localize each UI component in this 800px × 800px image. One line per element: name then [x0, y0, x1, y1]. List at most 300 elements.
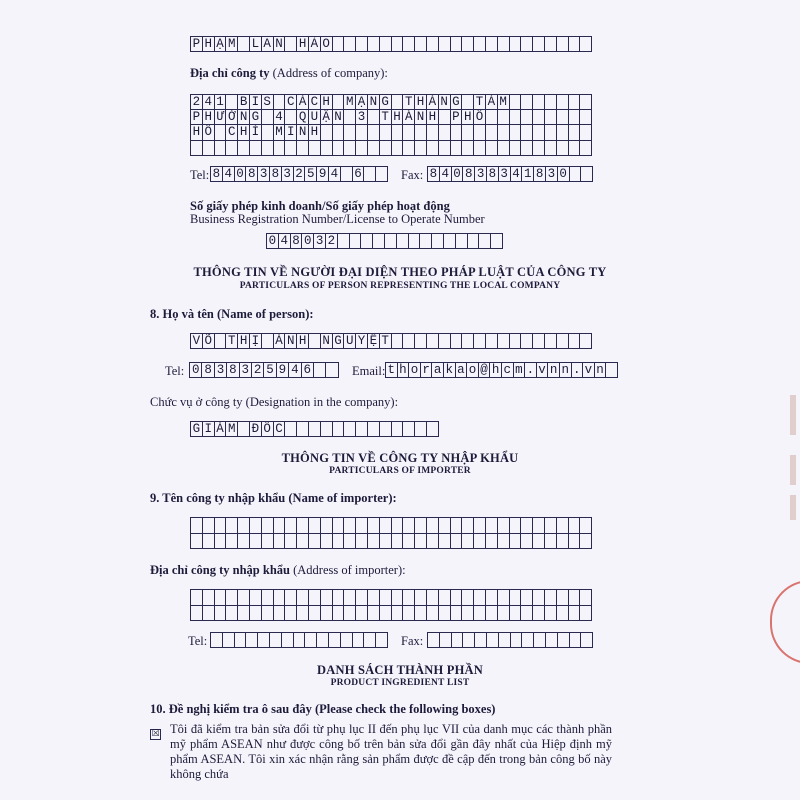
- char-box[interactable]: [321, 518, 333, 534]
- char-box[interactable]: [439, 141, 451, 156]
- char-box[interactable]: [392, 534, 404, 550]
- char-box[interactable]: [557, 110, 569, 125]
- char-box[interactable]: 3: [546, 167, 558, 182]
- char-box[interactable]: Ư: [215, 110, 227, 125]
- char-box[interactable]: [486, 37, 498, 52]
- char-box[interactable]: [474, 125, 486, 140]
- char-box[interactable]: r: [421, 363, 433, 378]
- char-box[interactable]: [533, 334, 545, 349]
- char-box[interactable]: [223, 633, 235, 648]
- char-box[interactable]: [428, 633, 440, 648]
- char-box[interactable]: À: [403, 110, 415, 125]
- char-box[interactable]: @: [479, 363, 491, 378]
- char-box[interactable]: [462, 518, 474, 534]
- char-box[interactable]: 0: [558, 167, 570, 182]
- char-box[interactable]: o: [409, 363, 421, 378]
- char-box[interactable]: Ồ: [203, 125, 215, 140]
- char-box[interactable]: 3: [356, 110, 368, 125]
- char-box[interactable]: [521, 518, 533, 534]
- char-box[interactable]: [498, 334, 510, 349]
- char-box[interactable]: [297, 141, 309, 156]
- char-box[interactable]: G: [191, 422, 203, 437]
- char-box[interactable]: [250, 534, 262, 550]
- char-box[interactable]: [569, 334, 581, 349]
- char-box[interactable]: [333, 518, 345, 534]
- char-box[interactable]: M: [226, 422, 238, 437]
- char-box[interactable]: [570, 633, 582, 648]
- char-box[interactable]: 3: [475, 167, 487, 182]
- char-box[interactable]: 1: [215, 95, 227, 110]
- char-box[interactable]: [356, 37, 368, 52]
- char-box[interactable]: [262, 590, 274, 606]
- char-box[interactable]: [321, 590, 333, 606]
- char-box[interactable]: [580, 518, 592, 534]
- char-box[interactable]: n: [548, 363, 560, 378]
- char-box[interactable]: [462, 95, 474, 110]
- char-box[interactable]: P: [191, 110, 203, 125]
- char-box[interactable]: [321, 422, 333, 437]
- char-box[interactable]: U: [309, 110, 321, 125]
- char-box[interactable]: 4: [203, 95, 215, 110]
- char-box[interactable]: [333, 590, 345, 606]
- char-box[interactable]: [215, 518, 227, 534]
- char-box[interactable]: P: [451, 110, 463, 125]
- char-box[interactable]: I: [250, 95, 262, 110]
- char-box[interactable]: [569, 534, 581, 550]
- char-box[interactable]: [462, 125, 474, 140]
- char-box[interactable]: [521, 534, 533, 550]
- char-box[interactable]: [211, 633, 223, 648]
- char-box[interactable]: 4: [274, 110, 286, 125]
- char-box[interactable]: [238, 534, 250, 550]
- char-box[interactable]: 4: [289, 363, 301, 378]
- char-box[interactable]: [557, 125, 569, 140]
- char-box[interactable]: 8: [291, 234, 303, 249]
- char-box[interactable]: [451, 141, 463, 156]
- char-box[interactable]: [444, 234, 456, 249]
- char-box[interactable]: c: [502, 363, 514, 378]
- char-box[interactable]: [491, 234, 503, 249]
- char-box[interactable]: N: [285, 334, 297, 349]
- char-box[interactable]: [439, 606, 451, 622]
- char-box[interactable]: 0: [302, 234, 314, 249]
- char-box[interactable]: [203, 606, 215, 622]
- char-box[interactable]: V: [191, 334, 203, 349]
- char-box[interactable]: Đ: [250, 422, 262, 437]
- char-box[interactable]: [451, 606, 463, 622]
- char-box[interactable]: [475, 633, 487, 648]
- char-box[interactable]: h: [490, 363, 502, 378]
- char-box[interactable]: [498, 606, 510, 622]
- char-box[interactable]: [462, 590, 474, 606]
- importer-tel-boxes[interactable]: [210, 632, 388, 648]
- char-box[interactable]: [203, 518, 215, 534]
- char-box[interactable]: 3: [499, 167, 511, 182]
- char-box[interactable]: [463, 633, 475, 648]
- char-box[interactable]: [368, 110, 380, 125]
- char-box[interactable]: [427, 518, 439, 534]
- char-box[interactable]: N: [415, 110, 427, 125]
- char-box[interactable]: [510, 518, 522, 534]
- char-box[interactable]: [321, 141, 333, 156]
- char-box[interactable]: [558, 633, 570, 648]
- char-box[interactable]: C: [285, 95, 297, 110]
- char-box[interactable]: [356, 422, 368, 437]
- char-box[interactable]: [262, 141, 274, 156]
- char-box[interactable]: [432, 234, 444, 249]
- char-box[interactable]: [238, 518, 250, 534]
- char-box[interactable]: [557, 518, 569, 534]
- char-box[interactable]: [344, 518, 356, 534]
- char-box[interactable]: [392, 37, 404, 52]
- char-box[interactable]: [498, 37, 510, 52]
- char-box[interactable]: [415, 606, 427, 622]
- char-box[interactable]: n: [560, 363, 572, 378]
- char-box[interactable]: C: [309, 95, 321, 110]
- char-box[interactable]: H: [415, 95, 427, 110]
- char-box[interactable]: [380, 534, 392, 550]
- char-box[interactable]: [258, 633, 270, 648]
- char-box[interactable]: [403, 125, 415, 140]
- char-box[interactable]: H: [238, 125, 250, 140]
- char-box[interactable]: H: [297, 334, 309, 349]
- char-box[interactable]: [215, 590, 227, 606]
- char-box[interactable]: [486, 110, 498, 125]
- importer-name-boxes[interactable]: [190, 517, 592, 549]
- char-box[interactable]: 4: [279, 234, 291, 249]
- char-box[interactable]: [474, 37, 486, 52]
- char-box[interactable]: Á: [427, 95, 439, 110]
- char-box[interactable]: N: [297, 125, 309, 140]
- char-box[interactable]: [557, 590, 569, 606]
- company-name-boxes[interactable]: [190, 36, 592, 52]
- char-box[interactable]: [368, 422, 380, 437]
- char-box[interactable]: [329, 633, 341, 648]
- representative-tel-boxes[interactable]: [189, 362, 339, 378]
- char-box[interactable]: U: [344, 334, 356, 349]
- char-box[interactable]: [215, 334, 227, 349]
- char-box[interactable]: 4: [329, 167, 341, 182]
- char-box[interactable]: 4: [511, 167, 523, 182]
- char-box[interactable]: [462, 534, 474, 550]
- char-box[interactable]: [356, 606, 368, 622]
- char-box[interactable]: [580, 141, 592, 156]
- char-box[interactable]: H: [427, 110, 439, 125]
- char-box[interactable]: [226, 141, 238, 156]
- char-box[interactable]: [282, 633, 294, 648]
- char-box[interactable]: [474, 606, 486, 622]
- company-tel-boxes[interactable]: [210, 166, 388, 182]
- char-box[interactable]: [462, 141, 474, 156]
- char-box[interactable]: [262, 110, 274, 125]
- char-box[interactable]: [545, 125, 557, 140]
- char-box[interactable]: Ậ: [321, 110, 333, 125]
- char-box[interactable]: [415, 590, 427, 606]
- char-box[interactable]: O: [321, 37, 333, 52]
- char-box[interactable]: [215, 125, 227, 140]
- char-box[interactable]: [309, 606, 321, 622]
- char-box[interactable]: [344, 590, 356, 606]
- char-box[interactable]: Á: [274, 334, 286, 349]
- char-box[interactable]: [294, 633, 306, 648]
- char-box[interactable]: [486, 141, 498, 156]
- char-box[interactable]: [510, 125, 522, 140]
- char-box[interactable]: H: [203, 37, 215, 52]
- char-box[interactable]: 0: [190, 363, 202, 378]
- char-box[interactable]: [415, 125, 427, 140]
- business-license-boxes[interactable]: [266, 233, 503, 249]
- char-box[interactable]: [510, 334, 522, 349]
- char-box[interactable]: .: [525, 363, 537, 378]
- char-box[interactable]: [344, 606, 356, 622]
- char-box[interactable]: [498, 534, 510, 550]
- char-box[interactable]: [557, 95, 569, 110]
- char-box[interactable]: [409, 234, 421, 249]
- char-box[interactable]: [226, 590, 238, 606]
- char-box[interactable]: G: [250, 110, 262, 125]
- char-box[interactable]: 8: [534, 167, 546, 182]
- char-box[interactable]: [427, 141, 439, 156]
- char-box[interactable]: [570, 167, 582, 182]
- char-box[interactable]: [392, 590, 404, 606]
- char-box[interactable]: 3: [314, 234, 326, 249]
- char-box[interactable]: Ố: [474, 110, 486, 125]
- char-box[interactable]: C: [274, 422, 286, 437]
- char-box[interactable]: [569, 125, 581, 140]
- char-box[interactable]: N: [439, 95, 451, 110]
- char-box[interactable]: [356, 141, 368, 156]
- char-box[interactable]: [486, 334, 498, 349]
- char-box[interactable]: [415, 37, 427, 52]
- char-box[interactable]: [581, 167, 593, 182]
- char-box[interactable]: [368, 590, 380, 606]
- char-box[interactable]: [235, 633, 247, 648]
- char-box[interactable]: [238, 590, 250, 606]
- char-box[interactable]: [356, 125, 368, 140]
- char-box[interactable]: [498, 590, 510, 606]
- char-box[interactable]: G: [333, 334, 345, 349]
- char-box[interactable]: [545, 110, 557, 125]
- char-box[interactable]: [521, 334, 533, 349]
- char-box[interactable]: [341, 633, 353, 648]
- char-box[interactable]: [380, 590, 392, 606]
- char-box[interactable]: [309, 590, 321, 606]
- char-box[interactable]: T: [380, 110, 392, 125]
- char-box[interactable]: A: [262, 37, 274, 52]
- char-box[interactable]: [510, 110, 522, 125]
- char-box[interactable]: [344, 110, 356, 125]
- char-box[interactable]: [580, 110, 592, 125]
- char-box[interactable]: [403, 606, 415, 622]
- char-box[interactable]: [333, 37, 345, 52]
- char-box[interactable]: [274, 534, 286, 550]
- char-box[interactable]: [403, 534, 415, 550]
- char-box[interactable]: [510, 606, 522, 622]
- char-box[interactable]: [499, 633, 511, 648]
- char-box[interactable]: [250, 606, 262, 622]
- char-box[interactable]: 0: [267, 234, 279, 249]
- char-box[interactable]: [356, 590, 368, 606]
- char-box[interactable]: [533, 590, 545, 606]
- char-box[interactable]: k: [444, 363, 456, 378]
- char-box[interactable]: [510, 141, 522, 156]
- char-box[interactable]: [262, 606, 274, 622]
- char-box[interactable]: [380, 125, 392, 140]
- char-box[interactable]: [427, 125, 439, 140]
- char-box[interactable]: [580, 125, 592, 140]
- char-box[interactable]: B: [238, 95, 250, 110]
- char-box[interactable]: P: [191, 37, 203, 52]
- char-box[interactable]: [262, 518, 274, 534]
- char-box[interactable]: [368, 37, 380, 52]
- char-box[interactable]: [580, 37, 592, 52]
- char-box[interactable]: [580, 334, 592, 349]
- char-box[interactable]: [569, 606, 581, 622]
- char-box[interactable]: [510, 534, 522, 550]
- char-box[interactable]: [368, 518, 380, 534]
- char-box[interactable]: [440, 633, 452, 648]
- char-box[interactable]: [338, 234, 350, 249]
- char-box[interactable]: [580, 95, 592, 110]
- char-box[interactable]: [285, 141, 297, 156]
- char-box[interactable]: [356, 518, 368, 534]
- char-box[interactable]: I: [285, 125, 297, 140]
- char-box[interactable]: [191, 606, 203, 622]
- char-box[interactable]: Ố: [262, 422, 274, 437]
- char-box[interactable]: [403, 334, 415, 349]
- char-box[interactable]: [262, 534, 274, 550]
- importer-address-boxes[interactable]: [190, 589, 592, 621]
- char-box[interactable]: [415, 518, 427, 534]
- char-box[interactable]: [297, 518, 309, 534]
- char-box[interactable]: [392, 606, 404, 622]
- char-box[interactable]: [468, 234, 480, 249]
- char-box[interactable]: [215, 534, 227, 550]
- char-box[interactable]: [309, 518, 321, 534]
- char-box[interactable]: [309, 422, 321, 437]
- char-box[interactable]: 4: [440, 167, 452, 182]
- char-box[interactable]: 9: [317, 167, 329, 182]
- char-box[interactable]: [510, 37, 522, 52]
- char-box[interactable]: [321, 534, 333, 550]
- char-box[interactable]: [580, 534, 592, 550]
- char-box[interactable]: 8: [246, 167, 258, 182]
- char-box[interactable]: [368, 534, 380, 550]
- char-box[interactable]: [533, 95, 545, 110]
- char-box[interactable]: 6: [302, 363, 314, 378]
- representative-name-boxes[interactable]: [190, 333, 592, 349]
- char-box[interactable]: [462, 334, 474, 349]
- char-box[interactable]: 8: [463, 167, 475, 182]
- char-box[interactable]: [451, 334, 463, 349]
- char-box[interactable]: [344, 37, 356, 52]
- char-box[interactable]: n: [595, 363, 607, 378]
- char-box[interactable]: [392, 125, 404, 140]
- char-box[interactable]: [350, 234, 362, 249]
- char-box[interactable]: [557, 606, 569, 622]
- char-box[interactable]: [545, 534, 557, 550]
- char-box[interactable]: [569, 110, 581, 125]
- char-box[interactable]: [392, 518, 404, 534]
- char-box[interactable]: [498, 110, 510, 125]
- char-box[interactable]: [191, 141, 203, 156]
- char-box[interactable]: [403, 590, 415, 606]
- char-box[interactable]: Ạ: [215, 37, 227, 52]
- char-box[interactable]: [238, 422, 250, 437]
- char-box[interactable]: Ả: [309, 37, 321, 52]
- char-box[interactable]: [474, 590, 486, 606]
- char-box[interactable]: h: [398, 363, 410, 378]
- char-box[interactable]: 8: [211, 167, 223, 182]
- char-box[interactable]: [498, 125, 510, 140]
- char-box[interactable]: 0: [452, 167, 464, 182]
- char-box[interactable]: [427, 590, 439, 606]
- char-box[interactable]: H: [309, 125, 321, 140]
- char-box[interactable]: [380, 422, 392, 437]
- char-box[interactable]: [403, 422, 415, 437]
- char-box[interactable]: [546, 633, 558, 648]
- char-box[interactable]: [569, 590, 581, 606]
- char-box[interactable]: H: [462, 110, 474, 125]
- char-box[interactable]: [581, 633, 593, 648]
- char-box[interactable]: [510, 590, 522, 606]
- char-box[interactable]: [385, 234, 397, 249]
- char-box[interactable]: [533, 125, 545, 140]
- char-box[interactable]: [569, 37, 581, 52]
- char-box[interactable]: [250, 518, 262, 534]
- char-box[interactable]: [439, 518, 451, 534]
- char-box[interactable]: [215, 141, 227, 156]
- char-box[interactable]: [462, 37, 474, 52]
- char-box[interactable]: [439, 110, 451, 125]
- char-box[interactable]: [545, 334, 557, 349]
- char-box[interactable]: [333, 422, 345, 437]
- char-box[interactable]: [451, 534, 463, 550]
- char-box[interactable]: v: [537, 363, 549, 378]
- char-box[interactable]: [309, 141, 321, 156]
- char-box[interactable]: [297, 590, 309, 606]
- char-box[interactable]: [427, 334, 439, 349]
- char-box[interactable]: Ờ: [226, 110, 238, 125]
- char-box[interactable]: [415, 422, 427, 437]
- char-box[interactable]: [317, 633, 329, 648]
- char-box[interactable]: a: [432, 363, 444, 378]
- char-box[interactable]: T: [403, 95, 415, 110]
- char-box[interactable]: Í: [250, 125, 262, 140]
- char-box[interactable]: [285, 422, 297, 437]
- char-box[interactable]: 5: [305, 167, 317, 182]
- char-box[interactable]: [439, 590, 451, 606]
- char-box[interactable]: [521, 125, 533, 140]
- char-box[interactable]: [226, 518, 238, 534]
- char-box[interactable]: [427, 606, 439, 622]
- char-box[interactable]: [285, 110, 297, 125]
- char-box[interactable]: [498, 518, 510, 534]
- char-box[interactable]: [285, 534, 297, 550]
- char-box[interactable]: [533, 110, 545, 125]
- char-box[interactable]: [368, 125, 380, 140]
- char-box[interactable]: [341, 167, 353, 182]
- char-box[interactable]: [226, 606, 238, 622]
- char-box[interactable]: [403, 141, 415, 156]
- char-box[interactable]: 3: [258, 167, 270, 182]
- char-box[interactable]: .: [572, 363, 584, 378]
- char-box[interactable]: M: [274, 125, 286, 140]
- char-box[interactable]: [486, 534, 498, 550]
- char-box[interactable]: C: [226, 125, 238, 140]
- char-box[interactable]: H: [392, 110, 404, 125]
- char-box[interactable]: [420, 234, 432, 249]
